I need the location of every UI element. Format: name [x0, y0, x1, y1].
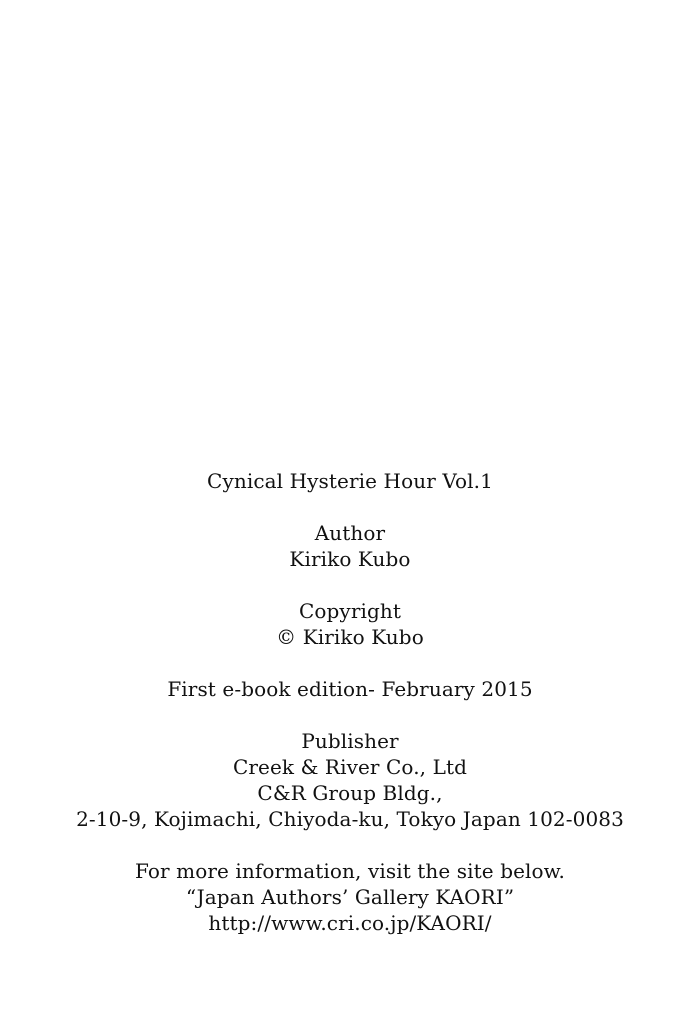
publisher-heading: Publisher: [301, 729, 399, 753]
publisher-address: 2-10-9, Kojimachi, Chiyoda-ku, Tokyo Japan 102-0083: [76, 807, 624, 831]
copyright-holder: © Kiriko Kubo: [276, 625, 424, 649]
edition-block: [0, 676, 700, 702]
author-name: Kiriko Kubo: [289, 547, 411, 571]
site-name: “Japan Authors’ Gallery KAORI”: [185, 885, 515, 909]
publisher-name: Creek & River Co., Ltd: [232, 755, 468, 779]
author-block: [0, 520, 700, 572]
book-title: Cynical Hysterie Hour Vol.1: [207, 469, 493, 493]
publisher-building: C&R Group Bldg.,: [257, 781, 443, 805]
site-url[interactable]: http://www.cri.co.jp/KAORI/: [208, 911, 492, 935]
copyright-heading: Copyright: [298, 599, 402, 623]
edition-line: First e-book edition- February 2015: [167, 677, 533, 701]
copyright-block: [0, 598, 700, 650]
author-heading: Author: [314, 521, 386, 545]
title-block: [0, 468, 700, 494]
info-text: For more information, visit the site below.: [135, 859, 565, 883]
colophon: [0, 468, 700, 962]
info-block: [0, 858, 700, 936]
publisher-block: [0, 728, 700, 832]
